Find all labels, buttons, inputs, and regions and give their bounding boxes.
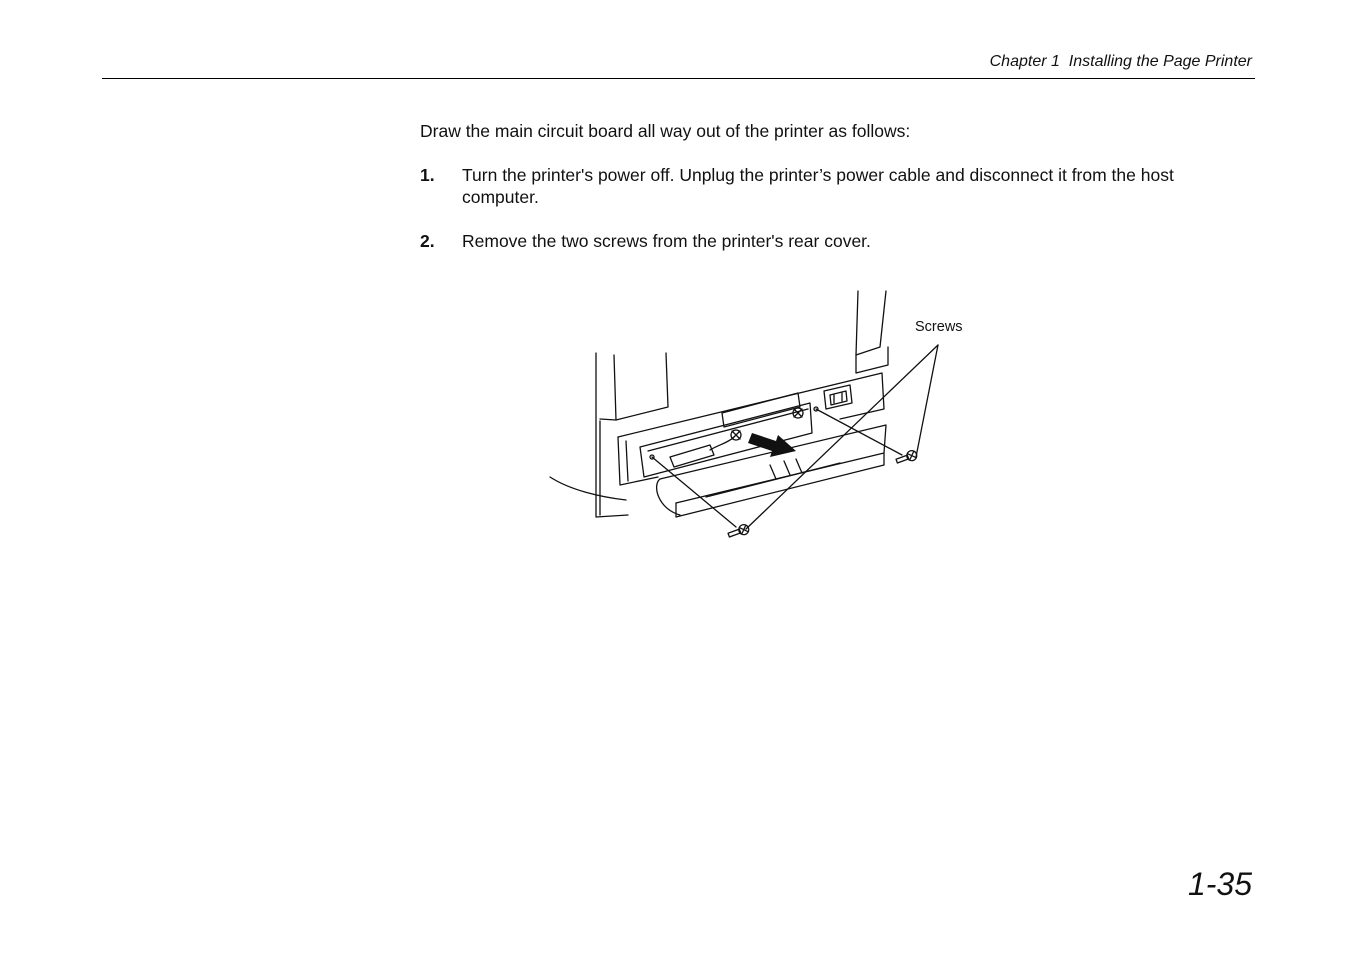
chapter-header: Chapter 1 Installing the Page Printer bbox=[989, 53, 1252, 70]
step-1-text: Turn the printer's power off. Unplug the printer’s power cable and disconnect it from the host computer. bbox=[462, 165, 1174, 207]
step-1-number: 1. bbox=[420, 165, 435, 185]
header-divider bbox=[102, 78, 1255, 79]
printer-rear-illustration bbox=[540, 285, 980, 545]
step-2-number: 2. bbox=[420, 231, 435, 251]
intro-paragraph: Draw the main circuit board all way out of the printer as follows: bbox=[420, 121, 911, 141]
page-number: 1-35 bbox=[1187, 866, 1252, 902]
step-2-text: Remove the two screws from the printer's rear cover. bbox=[462, 231, 871, 251]
screws-callout-label: Screws bbox=[915, 319, 963, 335]
step-2 bbox=[420, 230, 1200, 252]
step-1 bbox=[420, 164, 1200, 208]
